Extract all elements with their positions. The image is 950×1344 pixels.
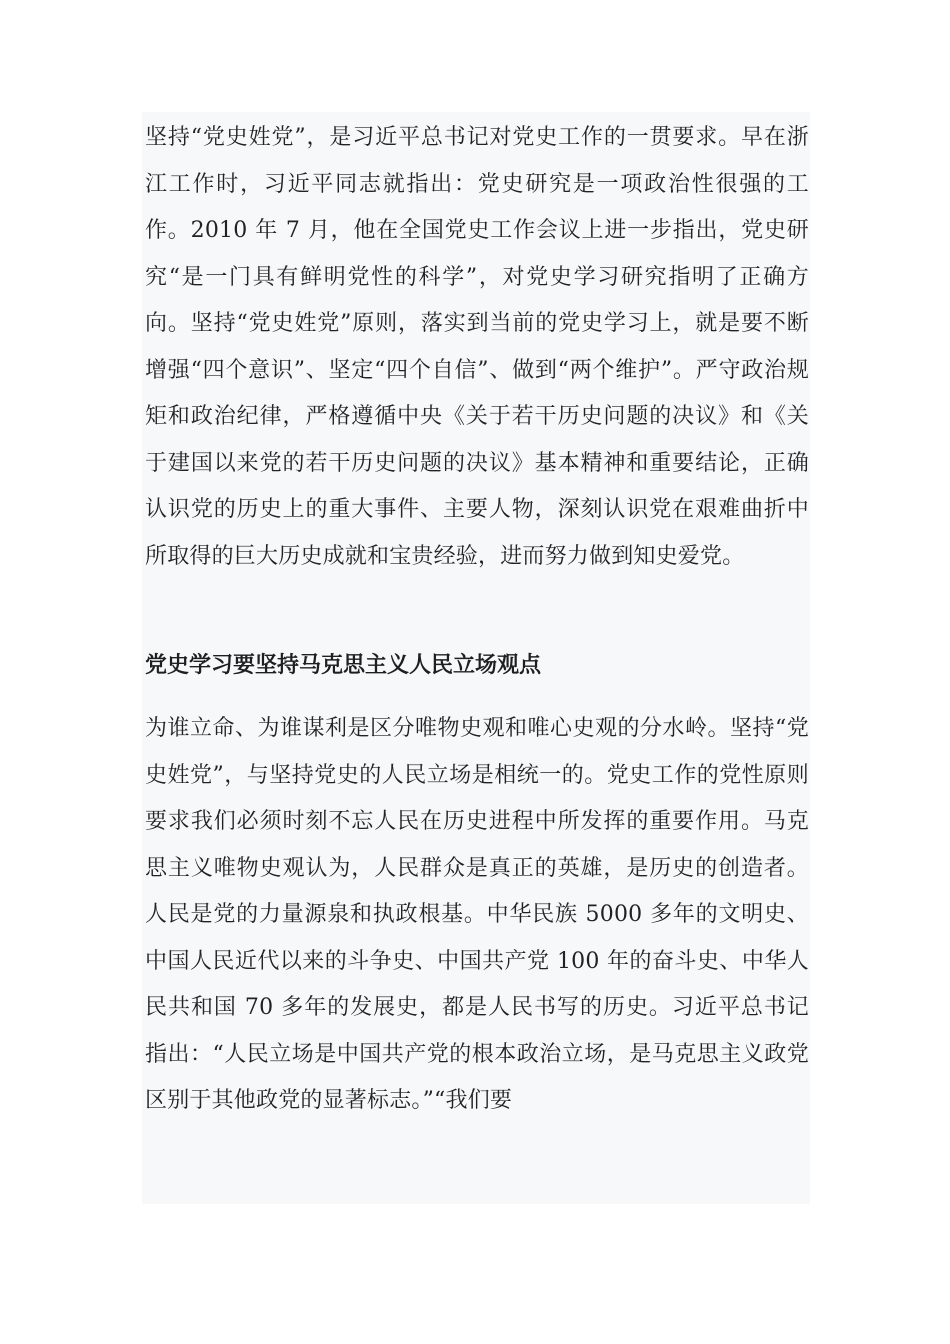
article-paragraph: 为谁立命、为谁谋利是区分唯物史观和唯心史观的分水岭。坚持“党史姓党”，与坚持党史的人民立场是相统一的。党史工作的党性原则要求我们必须时刻不忘人民在历史进程中所发挥的重要作用。马克思主义唯物史观认为，人民群众是真正的英雄，是历史的创造者。人民是党的力量源泉和执政根基。中华民族 5000 多年的文明史、中国人民近代以来的斗争史、中国共产党 100 年的奋斗史、中华人民共和国 70 多年的发展史，都是人民书写的历史。习近平总书记指出：“人民立场是中国共产党的根本政治立场，是马克思主义政党区别于其他政党的显著标志。”“我们要 [145,716,809,1113]
section-heading: 党史学习要坚持马克思主义人民立场观点 [145,653,542,678]
article-paragraph: 坚持“党史姓党”，是习近平总书记对党史工作的一贯要求。早在浙江工作时，习近平同志就指出：党史研究是一项政治性很强的工作。2010 年 7 月，他在全国党史工作会议上进一步指出，党史研究“是一门具有鲜明党性的科学”，对党史学习研究指明了正确方向。坚持“党史姓党”原则，落实到当前的党史学习上，就是要不断增强“四个意识”、坚定“四个自信”、做到“两个维护”。严守政治规矩和政治纪律，严格遵循中央《关于若干历史问题的决议》和《关于建国以来党的若干历史问题的决议》基本精神和重要结论，正确认识党的历史上的重大事件、主要人物，深刻认识党在艰难曲折中所取得的巨大历史成就和宝贵经验，进而努力做到知史爱党。 [145,125,809,569]
